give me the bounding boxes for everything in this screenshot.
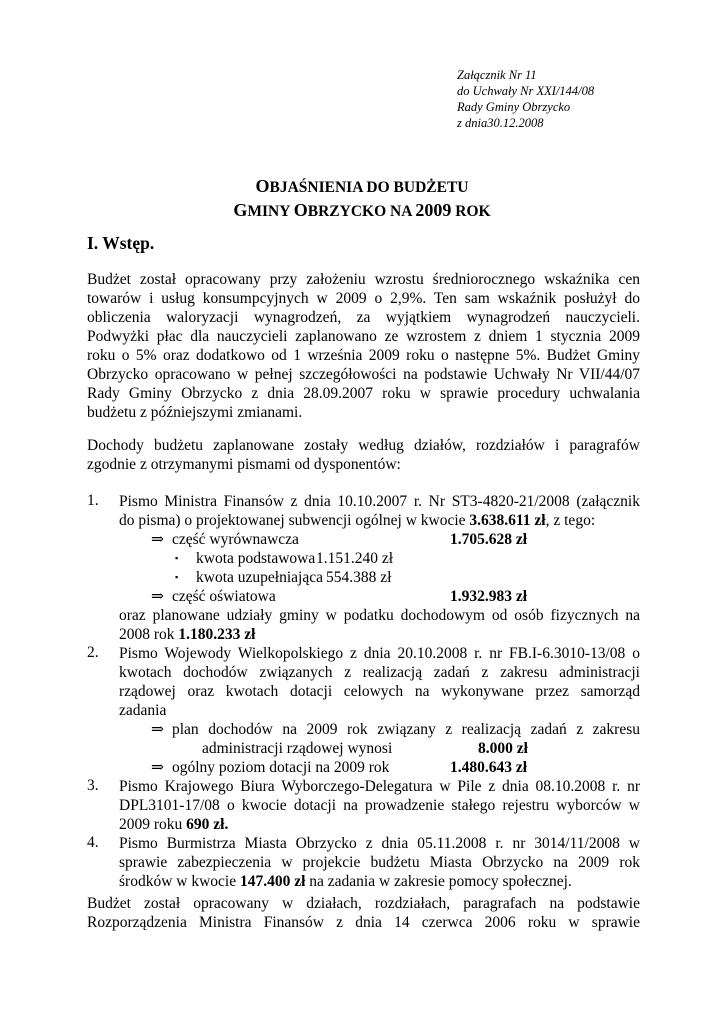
item-line: Pismo Ministra Finansów z dnia 10.10.2007 r. Nr ST3-4820-21/2008 (załącznik: [119, 493, 640, 510]
item-line: Pismo Krajowego Biura Wyborczego-Delegatura w Pile z dnia 08.10.2008 r. nr: [119, 778, 640, 795]
list-number: 4.: [87, 834, 99, 851]
grant-level-label: ogólny poziom dotacji na 2009 rok: [172, 759, 390, 776]
equalizing-label: część wyrównawcza: [172, 531, 299, 548]
item-line: plan dochodów na 2009 rok związany z realizacją zadań z zakresu: [172, 721, 640, 738]
annex-header: [457, 67, 594, 131]
arrow-icon: ⇒: [151, 759, 164, 776]
education-value: 1.932.983 zł: [450, 588, 528, 605]
item-line: Pismo Burmistrza Miasta Obrzycko z dnia 05.11.2008 r. nr 3014/11/2008 w: [119, 835, 640, 852]
bullet-icon: ▪: [175, 572, 179, 582]
title-initial: G: [233, 200, 248, 220]
amount-pit: 1.180.233 zł: [178, 626, 256, 643]
equalizing-value: 1.705.628 zł: [450, 531, 528, 548]
title-text: BRZYCKO NA: [307, 203, 416, 220]
list-item-4: [119, 834, 640, 891]
paragraph-line: budżetu z późniejszymi zmianami.: [87, 404, 303, 421]
paragraph-line: Podwyżki płac dla nauczycieli zaplanowano ze wzrostem z dniem 1 stycznia 2009: [87, 328, 640, 345]
amount-subsidy: 3.638.611 zł: [469, 512, 546, 529]
item-line: oraz planowane udziały gminy w podatku dochodowym od osób fizycznych na: [119, 607, 640, 624]
title-text: ROK: [451, 203, 491, 220]
basic-amount-label: kwota podstawowa: [196, 550, 316, 567]
basic-amount-value: 1.151.240 zł: [316, 550, 394, 567]
paragraph-line: obliczenia waloryzacji wynagrodzeń, za wyjątkiem wynagrodzeń nauczycieli.: [87, 309, 640, 326]
document-title: [0, 175, 724, 223]
plan-income: [172, 720, 640, 739]
title-initial: O: [293, 200, 308, 220]
bullet-icon: ▪: [175, 553, 179, 563]
annex-line: Załącznik Nr 11: [457, 68, 537, 82]
income-paragraph: [87, 436, 640, 474]
plan-income-value: 8.000 zł: [478, 740, 528, 757]
arrow-icon: ⇒: [151, 531, 164, 548]
supplementary-amount-label: kwota uzupełniająca: [196, 569, 323, 586]
title-line-2: [0, 199, 724, 223]
list-number: 2.: [87, 644, 99, 661]
item-line: do pisma) o projektowanej subwencji ogólnej w kwocie 3.638.611 zł, z tego:: [119, 512, 596, 529]
closing-paragraph: [87, 894, 640, 932]
annex-line: do Uchwały Nr XXI/144/08: [457, 84, 595, 98]
item-line: rządowej oraz kwotach dotacji celowych na wykonywane przez samorząd: [119, 683, 640, 700]
plan-income-line-2: administracji rządowej wynosi: [202, 740, 393, 757]
list-number: 3.: [87, 777, 99, 794]
intro-paragraph: [87, 270, 640, 422]
paragraph-line: Dochody budżetu zaplanowane zostały według działów, rozdziałów i paragrafów: [87, 437, 640, 454]
paragraph-line: zgodnie z otrzymanymi pismami od dysponentów:: [87, 456, 401, 473]
paragraph-line: roku o 5% oraz dodatkowo od 1 września 2009 roku o następne 5%. Budżet Gminy: [87, 347, 640, 364]
list-number: 1.: [87, 492, 99, 509]
supplementary-amount-value: 554.388 zł: [326, 569, 392, 586]
annex-line: Rady Gminy Obrzycko: [457, 100, 571, 114]
paragraph-line: Budżet został opracowany przy założeniu wzrostu średniorocznego wskaźnika cen: [87, 271, 640, 288]
paragraph-line: Obrzycko opracowano w pełnej szczegółowości na podstawie Uchwały Nr VII/44/07: [87, 366, 640, 383]
item-line: kwotach dochodów związanych z realizacją zadań z zakresu administracji: [119, 664, 640, 681]
item-line: zadania: [119, 702, 167, 719]
title-text: BJAŚNIENIA DO BUDŻETU: [269, 179, 469, 196]
amount-social: 147.400 zł: [239, 873, 306, 890]
annex-line: z dnia30.12.2008: [457, 116, 544, 130]
title-text: MINY: [247, 203, 294, 220]
paragraph-line: towarów i usług konsumpcyjnych w 2009 o 2,9%. Ten sam wskaźnik posłużył do: [87, 290, 640, 307]
item-line: DPL3101-17/08 o kwocie dotacji na prowadzenie stałego rejestru wyborców w: [119, 797, 640, 814]
item-line: 2008 rok 1.180.233 zł: [119, 626, 256, 643]
paragraph-line: Rady Gminy Obrzycko z dnia 28.09.2007 roku w sprawie procedury uchwalania: [87, 385, 640, 402]
item-line: 2009 roku 690 zł.: [119, 816, 229, 833]
grant-level-value: 1.480.643 zł: [450, 759, 528, 776]
title-year: 2009: [415, 200, 452, 220]
title-initial: O: [255, 176, 270, 196]
item-line: sprawie zabezpieczenia w projekcie budżetu Miasta Obrzycko na 2009 rok: [119, 854, 640, 871]
list-item-1: [119, 492, 640, 530]
arrow-icon: ⇒: [151, 588, 164, 605]
amount-voters: 690 zł: [186, 816, 225, 833]
paragraph-line: Rozporządzenia Ministra Finansów z dnia 14 czerwca 2006 roku w sprawie: [87, 914, 640, 931]
arrow-icon: ⇒: [151, 721, 164, 738]
list-item-3: [119, 777, 640, 834]
section-heading: I. Wstęp.: [87, 233, 155, 253]
paragraph-line: Budżet został opracowany w działach, rozdziałach, paragrafach na podstawie: [87, 895, 640, 912]
item-line: Pismo Wojewody Wielkopolskiego z dnia 20.10.2008 r. nr FB.I-6.3010-13/08 o: [119, 645, 640, 662]
item-line: środków w kwocie 147.400 zł na zadania w zakresie pomocy społecznej.: [119, 873, 572, 890]
education-label: część oświatowa: [172, 588, 276, 605]
list-item-2: [119, 644, 640, 720]
title-line-1: [0, 175, 724, 199]
pit-share: [119, 606, 640, 644]
